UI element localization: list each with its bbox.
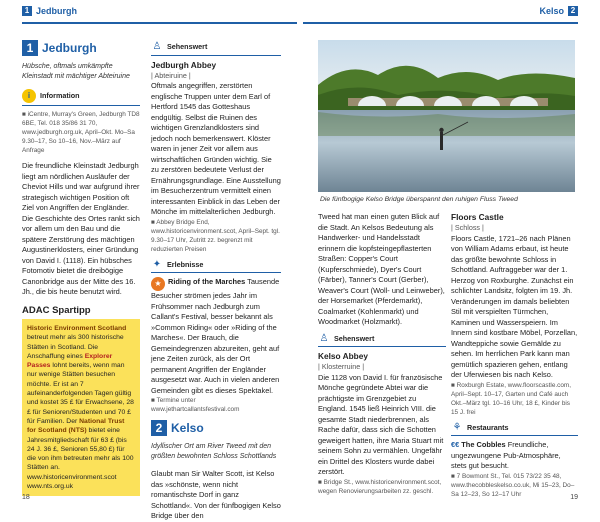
page-number-left: 18 bbox=[22, 494, 30, 501]
entry-subtitle: | Klosterruine | bbox=[318, 362, 365, 371]
entry-text: Floors Castle, 1721–26 nach Plänen von William Adams erbaut, ist heute das größte bewohnte Schloss in Schottland. Auftraggeber war der 1. Herzog von Roxburghe. Zunächst ein schlichter Landsitz, folgten im 19. Jh. Veränderungen im damals beliebten Stil mit verspielten Türmchen, Kaminen und Wasserspeiern. Im Innern sind kostbare Möbel, Porzellan, Wandteppiche sowie Gemälde zu sehen. Im herrlichen Park kann man gemütlich spazieren gehen, entlang der Uferwiesen bis nach Kelso. bbox=[451, 233, 578, 379]
entry-info: ■ Bridge St., www.historicenvironment.scot, wegen Renovierungsarbeiten zz. geschl. bbox=[318, 478, 442, 495]
chapter-subtitle: Idyllischer Ort am River Tweed mit den größten bewohnten Schloss Schottlands bbox=[151, 443, 277, 460]
kelso-bridge-photo bbox=[318, 40, 575, 192]
pin-icon: ♙ bbox=[319, 332, 329, 344]
restaurant-entry bbox=[451, 440, 578, 472]
info-text: ■ iCentre, Murray's Green, Jedburgh TD8 6BE, Tel. 018 35/86 31 70, www.jedburgh.org.uk, April–Okt. Mo–Sa 9.30–17, So 10–16, Nov.–März auf Anfrage bbox=[22, 111, 140, 154]
chapter-title: Jedburgh bbox=[42, 40, 97, 55]
section-heading-erlebnisse: ✦ Erlebnisse bbox=[151, 260, 281, 274]
adac-text: bietet eine Jahresmitgliedschaft für 63 £ (bis 24 J. 36 £, Senioren 55,80 £) für die von ihm betreuten mehr als 100 Stätten an. bbox=[27, 427, 134, 472]
entry-title: Jedburgh Abbey bbox=[151, 59, 217, 70]
section-heading-sehenswert: ♙ Sehenswert bbox=[151, 42, 281, 56]
info-heading bbox=[22, 89, 140, 106]
header-rule bbox=[303, 22, 578, 24]
ticket-icon: ✦ bbox=[152, 258, 162, 270]
body-text: Glaubt man Sir Walter Scott, ist Kelso das »schönste, wenn nicht romantischste Dorf in ganz Schottland«. Von der fünfbogigen Kelso Bridge über den bbox=[151, 469, 281, 520]
chapter-heading bbox=[151, 420, 281, 436]
section-heading-sehenswert: ♙ Sehenswert bbox=[318, 334, 446, 348]
entry-info: ■ Abbey Bridge End, www.historicenvironment.scot, April–Sept. tgl. 9.30–17 Uhr, Zutritt zz. begrenzt mit reduzierten Preisen bbox=[151, 218, 280, 253]
header-rule bbox=[22, 22, 297, 24]
body-text: Tweed hat man einen guten Blick auf die Stadt. An Kelsos Bedeutung als Handwerker- und Handelsstadt erinnern die kopfsteingepflasterten Straßen: Copper's Court (Kupferschmiede), Dyer's Court (Färber), Tanner's Court (Gerber), Weaver's Court (Woll- und Leinweber), der Horsemarket (Pferdemarkt), Coalmarket (Kohlenmarkt) und Woodmarket (Holzmarkt). bbox=[318, 212, 445, 326]
fork-knife-icon: ⚘ bbox=[452, 421, 462, 433]
column-kelso-text bbox=[318, 212, 446, 496]
entry-info: ■ 7 Bowmont St., Tel. 015 73/22 35 48, www.thecobbleskelso.co.uk, Mi 15–23, Do–Sa 12–23, So 12–17 Uhr bbox=[451, 472, 575, 498]
entry-info: ■ Roxburgh Estate, www.floorscastle.com, April–Sept. 10–17, Garten und Café auch Okt.–März tgl. 10–16 Uhr, 18 £, Kinder bis 15 J. frei bbox=[451, 381, 572, 416]
chapter-subtitle: Hübsche, oftmals umkämpfte Kleinstadt mit mächtiger Abteiruine bbox=[22, 63, 130, 80]
chapter-number: 2 bbox=[151, 420, 167, 436]
entry-title: The Cobbles bbox=[461, 440, 506, 449]
entry-text: Die 1128 von David I. für französische Mönche gegründete Abtei war die prächtigste im Grenzgebiet zu England. 1545 ließ Heinrich VIII. die gesamte Stadt niederbrennen, als Rache dafür, dass sich die Schotten geweigert hatten, ihre Maria Stuart mit seinem Sohn zu vermählen. Ungefähr ein Drittel des Klosters wurde dabei zerstört. bbox=[318, 372, 444, 476]
adac-url: www.nts.org.uk bbox=[27, 483, 74, 491]
adac-text: betreut mehr als 300 historische Stätten in Scotland. Die Anschaffung eines bbox=[27, 334, 124, 360]
entry-text: Tausende Besucher strömen jedes Jahr im Frühsommer nach Jedburgh zum Callant's Festival, besser bekannt als »Common Riding« oder »Riding of the Marches«. Der Brauch, die Gemeindegrenzen abzureiten, geht auf jene Zeiten zurück, als der Ort permanent Angriffen der Engländer ausgesetzt war. Auch in vielen anderen Gemeinden gibt es dieses Spektakel. bbox=[151, 277, 280, 395]
entry-title: Kelso Abbey bbox=[318, 351, 368, 361]
pin-icon: ♙ bbox=[152, 41, 162, 52]
entry-title: Floors Castle bbox=[451, 212, 504, 222]
column-jedburgh-sights bbox=[151, 40, 281, 522]
adac-hes: Historic Environment Scotland bbox=[27, 325, 127, 332]
running-header-right bbox=[300, 0, 600, 22]
entry-text: Oftmals angegriffen, zerstörten englische Truppen unter dem Earl of Hertford 1545 das Gotteshaus endgültig. Selbst die Ruinen des wichtigen Grenzlandklosters sind jedoch noch bemerkenswert. Klöster waren in jener Zeit vor allem aus wirtschaftlichen Gründen wichtig. Sie zu zerstören bedeutete Verlust der Ernährungsgrundlage. Eine Ausstellung im Besucherzentrum vermittelt einen interessanten Einblick in das Leben der Mönche im mittelalterlichen Jedburgh. bbox=[151, 81, 281, 216]
entry-subtitle: | Abteiruine | bbox=[151, 70, 191, 80]
adac-nts: National Trust for Scotland (NTS) bbox=[27, 417, 125, 435]
section-heading-restaurants: ⚘ Restaurants bbox=[451, 423, 578, 437]
entry-title: Riding of the Marches bbox=[168, 277, 246, 286]
column-kelso-sights bbox=[451, 212, 578, 499]
chapter-number-badge: 2 bbox=[568, 6, 578, 16]
info-label: Information bbox=[40, 90, 80, 100]
adac-tip-box bbox=[22, 319, 140, 496]
adac-explorer: Explorer Passes bbox=[27, 352, 113, 370]
body-text: Die freundliche Kleinstadt Jedburgh liegt am nördlichen Ausläufer der Cheviot Hills und war aufgrund ihrer strategisch wichtigen Position oft Ziel von Angriffen der Engländer. Die Geschichte des Ortes rankt sich vor allem um den Bau und die spätere Zerstörung des mächtigen Augustinerklosters, einer Gründung von David I. (1118). Ein hübsches Fotomotiv bietet die dreibögige Canonbridge aus der Mitte des 16. Jh., die bis heute benutzt wird. bbox=[22, 161, 140, 296]
running-header-title: Kelso bbox=[539, 6, 564, 16]
adac-heading: ADAC Spartipp bbox=[22, 304, 91, 316]
adac-url: www.historicenvironment.scot bbox=[27, 473, 117, 481]
info-icon: i bbox=[22, 89, 36, 103]
chapter-number: 1 bbox=[22, 40, 38, 56]
price-class: €€ bbox=[451, 440, 460, 449]
highlight-star-icon: ★ bbox=[151, 277, 165, 291]
page-number-right: 19 bbox=[570, 494, 578, 501]
chapter-title: Kelso bbox=[171, 420, 204, 435]
column-jedburgh-intro bbox=[22, 40, 140, 496]
entry-info: ■ Termine unter www.jethartcallantsfestival.com bbox=[151, 397, 240, 413]
entry-subtitle: | Schloss | bbox=[451, 223, 484, 232]
photo-caption: Die fünfbogige Kelso Bridge überspannt den ruhigen Fluss Tweed bbox=[320, 196, 518, 203]
riding-entry bbox=[151, 277, 281, 396]
running-header-title: Jedburgh bbox=[36, 6, 78, 16]
entry-text: Freundliche, ungezwungene Pub-Atmosphäre, stets gut besucht. bbox=[451, 440, 561, 470]
chapter-number-badge: 1 bbox=[22, 6, 32, 16]
chapter-heading bbox=[22, 40, 140, 56]
adac-text: lohnt bereits, wenn man nur wenige Stätten besuchen möchte. Er ist an 7 aufeinanderfolgenden Tagen gültig und kostet 35 £ für Erwachsene, 28 £ für Senioren/Studenten und 70 £ für Familien. Der bbox=[27, 362, 134, 425]
running-header-left bbox=[0, 0, 300, 22]
